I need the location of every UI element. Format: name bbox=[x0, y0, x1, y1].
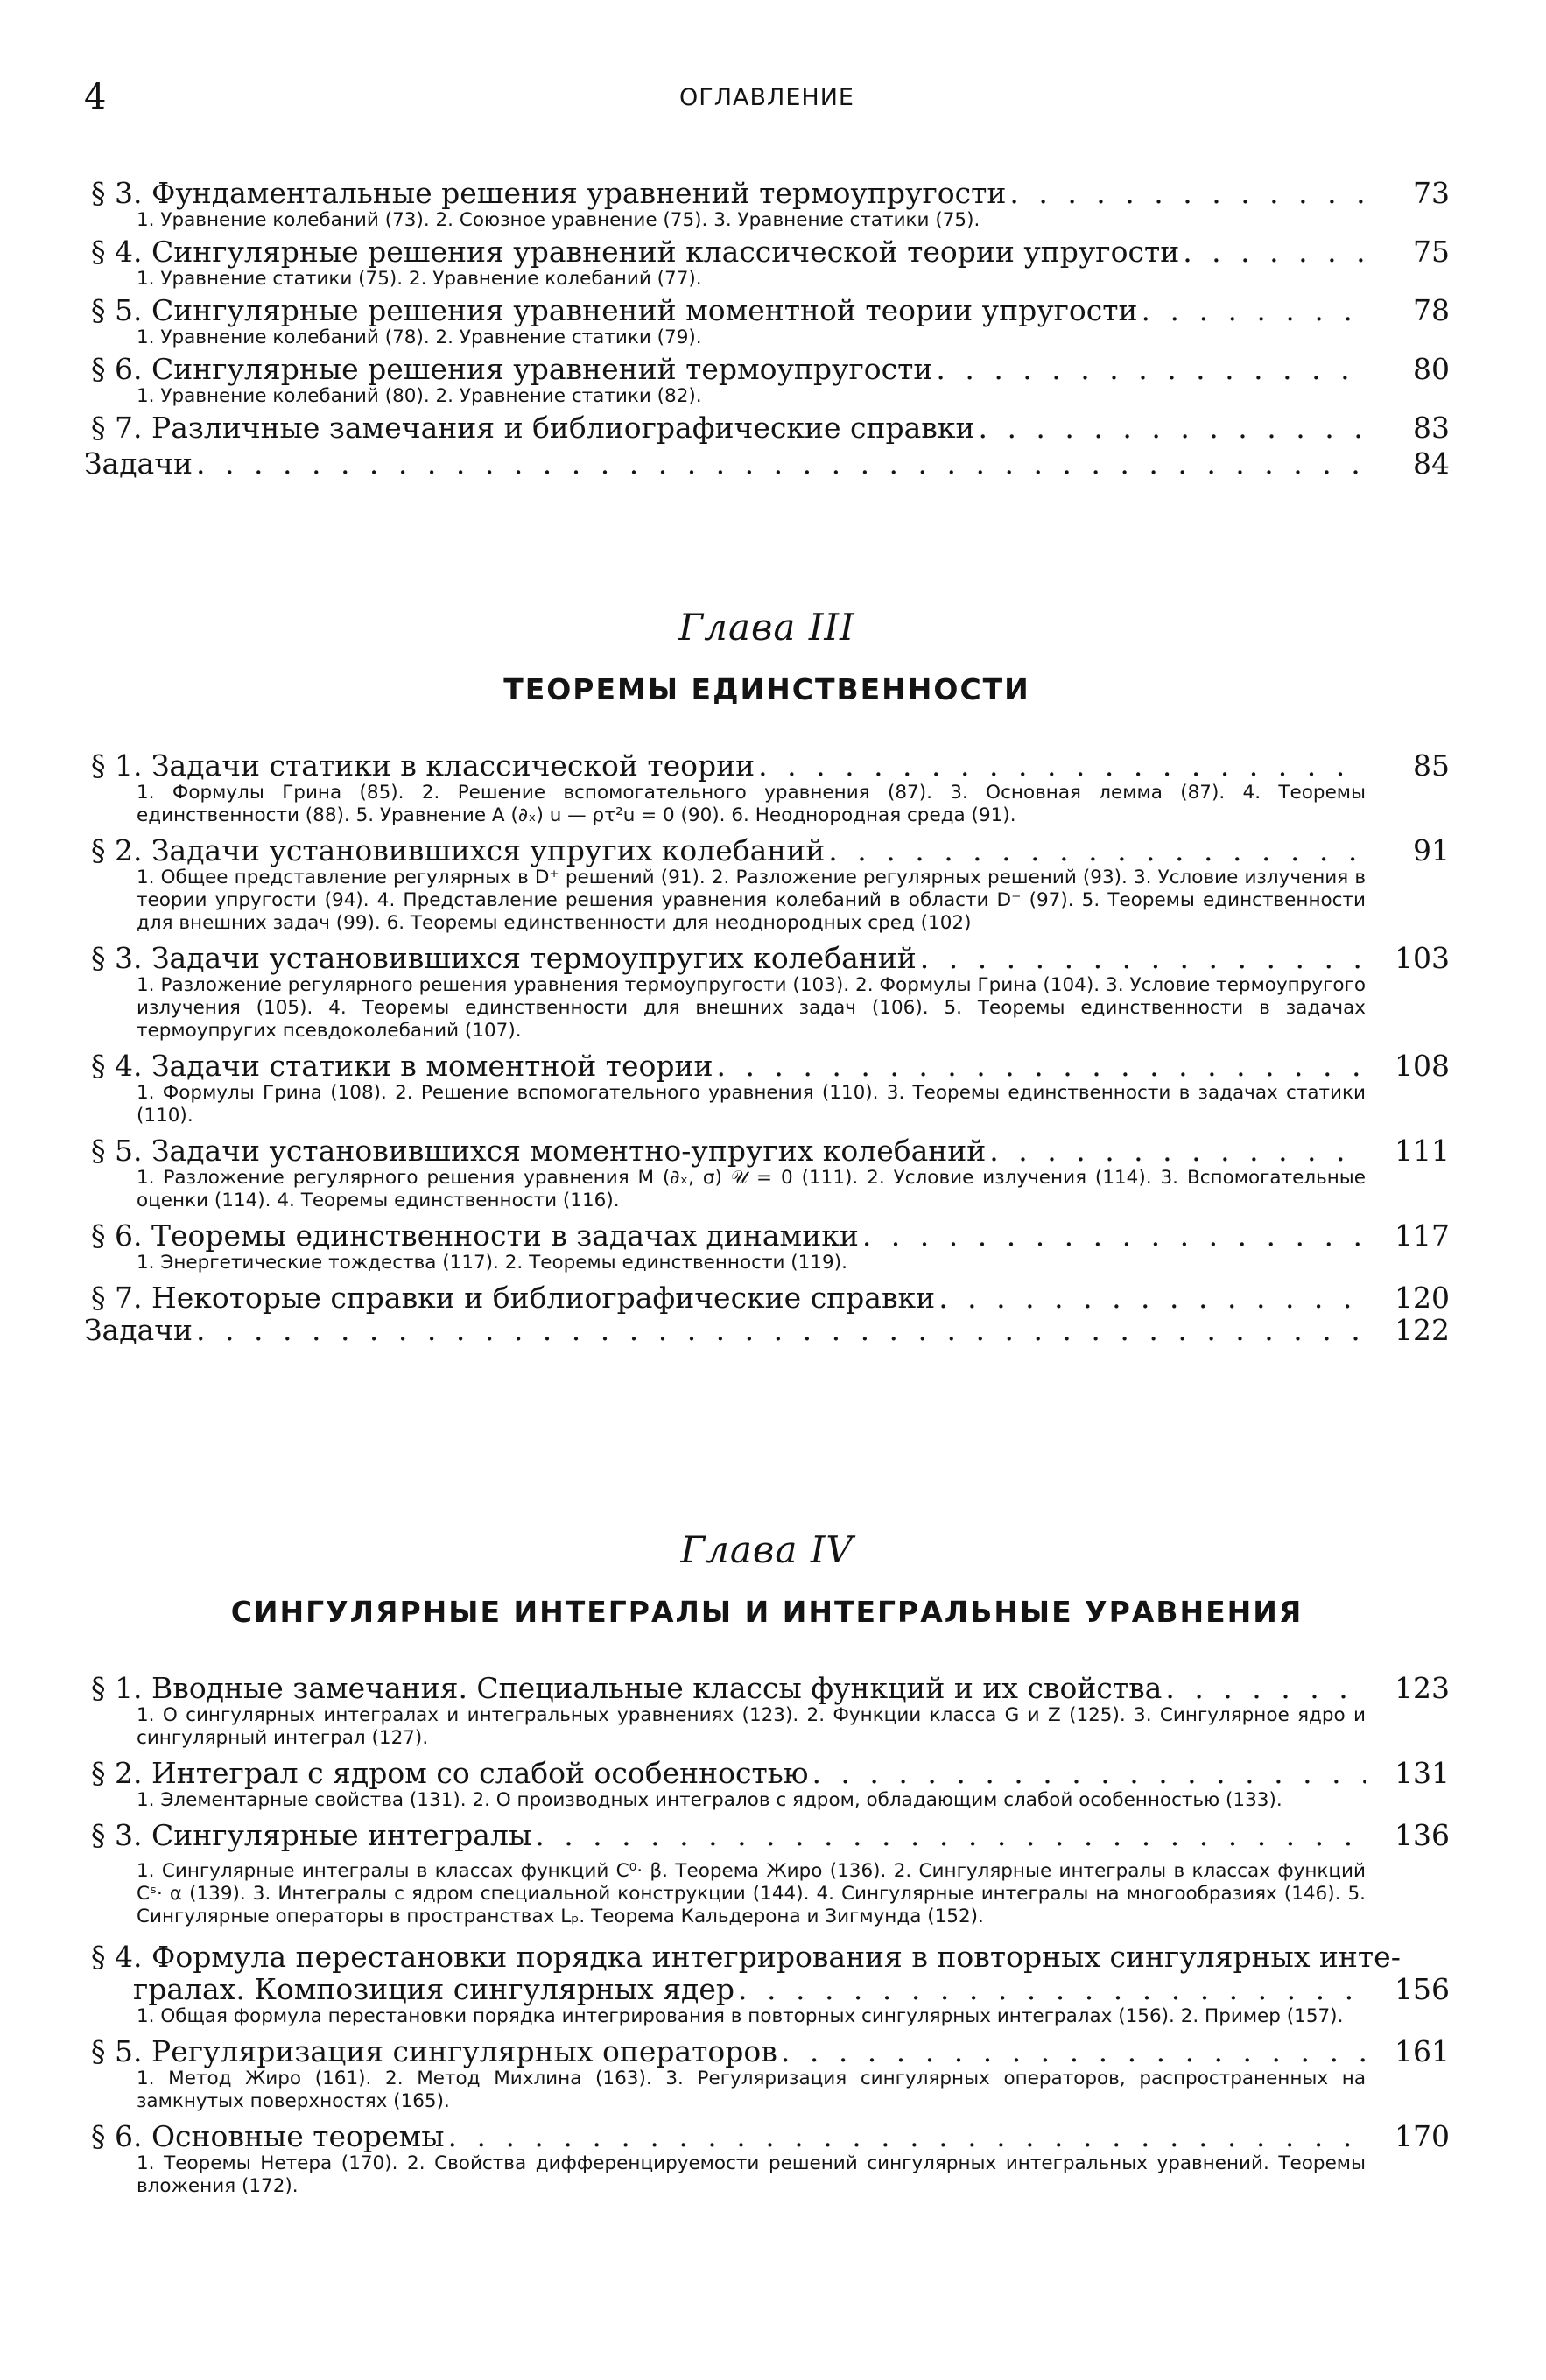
dot-leader bbox=[716, 1050, 1366, 1082]
page-ref: 131 bbox=[1395, 1756, 1450, 1790]
toc-entry bbox=[91, 1757, 1450, 1812]
section-title: Вводные замечания. Специальные классы функций и их свойства bbox=[151, 1671, 1163, 1705]
toc-entry bbox=[91, 177, 1450, 232]
subsection-list: 1. Общее представление регулярных в D⁺ решений (91). 2. Разложение регулярных решений (93). 3. Условие излучения в теории упругости (94). 4. Представление решения уравнения колебаний в области D⁻ (97). 5. Теоремы единственности для внешних задач (99). 6. Теоремы единственности для неоднородных сред (102) bbox=[137, 867, 1366, 934]
toc-entry bbox=[91, 1281, 1450, 1314]
section-title: Сингулярные решения уравнений моментной теории упругости bbox=[151, 293, 1138, 327]
toc-block-chapter-4 bbox=[91, 1665, 1450, 2198]
section-title: Теоремы единственности в задачах динамики bbox=[151, 1218, 859, 1253]
toc-entry bbox=[91, 2035, 1450, 2113]
section-title: Интеграл с ядром со слабой особенностью bbox=[151, 1756, 809, 1790]
dot-leader bbox=[936, 353, 1366, 385]
page-ref: 108 bbox=[1395, 1049, 1450, 1083]
dot-leader bbox=[989, 1134, 1366, 1167]
toc-entry bbox=[91, 749, 1450, 827]
section-title: Задачи установившихся упругих колебаний bbox=[151, 833, 826, 867]
section-title: Различные замечания и библиографические справки bbox=[151, 411, 975, 445]
subsection-list: 1. Общая формула перестановки порядка интегрирования в повторных сингулярных интегралах (156). 2. Пример (157). bbox=[137, 2005, 1344, 2027]
toc-entry bbox=[91, 1050, 1450, 1127]
section-title: Задачи установившихся термоупругих колебаний bbox=[151, 941, 917, 975]
subsection-list: 1. Уравнение статики (75). 2. Уравнение колебаний (77). bbox=[137, 268, 702, 290]
toc-entry bbox=[91, 2120, 1450, 2198]
subsection-list: 1. Элементарные свойства (131). 2. О производных интегралов с ядром, обладающим слабой особенностью (133). bbox=[137, 1789, 1282, 1811]
page-header bbox=[84, 75, 1450, 119]
chapter-title: ТЕОРЕМЫ ЕДИНСТВЕННОСТИ bbox=[503, 672, 1030, 706]
page-ref: 120 bbox=[1395, 1281, 1450, 1315]
section-title: Задачи установившихся моментно-упругих колебаний bbox=[151, 1134, 987, 1168]
page-ref: 161 bbox=[1395, 2034, 1450, 2068]
subsection-list: 1. Энергетические тождества (117). 2. Теоремы единственности (119). bbox=[137, 1252, 847, 1274]
page-ref: 103 bbox=[1395, 941, 1450, 975]
subsection-list: 1. Формулы Грина (85). 2. Решение вспомогательного уравнения (87). 3. Основная лемма (87). 4. Теоремы единственности (88). 5. Уравнение A (∂ₓ) u — ρτ²u = 0 (90). 6. Неоднородная среда (91). bbox=[137, 782, 1366, 826]
section-number: § 7. bbox=[91, 411, 143, 445]
section-title: Формула перестановки порядка интегрирования в повторных сингулярных инте- bbox=[151, 1940, 1401, 1974]
subsection-list: 1. Уравнение колебаний (80). 2. Уравнение статики (82). bbox=[137, 385, 702, 407]
page-ref: 75 bbox=[1413, 235, 1450, 269]
section-number: § 3. bbox=[91, 941, 143, 975]
subsection-list: 1. О сингулярных интегралах и интегральных уравнениях (123). 2. Функции класса G и Z (125). 3. Сингулярное ядро и сингулярный интеграл (127). bbox=[137, 1704, 1366, 1749]
toc-entry bbox=[91, 834, 1450, 935]
dot-leader bbox=[196, 447, 1366, 480]
section-number: § 4. bbox=[91, 1940, 143, 1974]
toc-entry bbox=[91, 942, 1450, 1043]
subsection-list: 1. Уравнение колебаний (78). 2. Уравнение статики (79). bbox=[137, 326, 702, 348]
section-title: Некоторые справки и библиографические справки bbox=[151, 1281, 936, 1315]
subsection-list: 1. Теоремы Нетера (170). 2. Свойства дифференцируемости решений сингулярных интегральных уравнений. Теоремы вложения (172). bbox=[137, 2152, 1366, 2197]
toc-entry bbox=[91, 411, 1450, 444]
dot-leader bbox=[738, 1973, 1366, 2005]
page-number: 4 bbox=[84, 77, 107, 117]
section-number: § 3. bbox=[91, 176, 143, 210]
toc-entry bbox=[91, 1219, 1450, 1274]
dot-leader bbox=[1165, 1672, 1366, 1704]
section-title: Задачи bbox=[84, 1313, 193, 1347]
chapter-label: Глава III bbox=[678, 606, 855, 649]
toc-entry-tasks bbox=[84, 1314, 1450, 1346]
page-ref: 73 bbox=[1413, 176, 1450, 210]
dot-leader bbox=[812, 1757, 1366, 1789]
section-title: Сингулярные решения уравнений классической теории упругости bbox=[151, 235, 1180, 269]
subsection-list: 1. Разложение регулярного решения уравнения термоупругости (103). 2. Формулы Грина (104). 3. Условие термоупругого излучения (105). 4. Теоремы единственности для внешних задач (106). 5. Теоремы единственности в задачах термоупругих псевдоколебаний (107). bbox=[137, 974, 1366, 1042]
page-ref: 80 bbox=[1413, 352, 1450, 386]
page-ref: 78 bbox=[1413, 293, 1450, 327]
subsection-list: 1. Формулы Грина (108). 2. Решение вспомогательного уравнения (110). 3. Теоремы единственности в задачах статики (110). bbox=[137, 1082, 1366, 1127]
dot-leader bbox=[1183, 235, 1366, 268]
section-number: § 1. bbox=[91, 1671, 143, 1705]
dot-leader bbox=[1142, 294, 1367, 326]
page-ref: 117 bbox=[1395, 1218, 1450, 1253]
section-number: § 2. bbox=[91, 833, 143, 867]
section-number: § 2. bbox=[91, 1756, 143, 1790]
toc-entry bbox=[91, 235, 1450, 291]
section-number: § 6. bbox=[91, 2119, 143, 2153]
page-ref: 122 bbox=[1395, 1313, 1450, 1347]
page-ref: 123 bbox=[1395, 1671, 1450, 1705]
section-title: Фундаментальные решения уравнений термоупругости bbox=[151, 176, 1007, 210]
section-number: § 3. bbox=[91, 1818, 143, 1852]
subsection-list: 1. Разложение регулярного решения уравнения M (∂ₓ, σ) 𝒰 = 0 (111). 2. Условие излучения (114). 3. Вспомогательные оценки (114). 4. Теоремы единственности (116). bbox=[137, 1167, 1366, 1211]
section-number: § 6. bbox=[91, 1218, 143, 1253]
toc-entry bbox=[91, 294, 1450, 349]
subsection-list: 1. Уравнение колебаний (73). 2. Союзное уравнение (75). 3. Уравнение статики (75). bbox=[137, 209, 980, 231]
page-ref: 170 bbox=[1395, 2119, 1450, 2153]
section-number: § 6. bbox=[91, 352, 143, 386]
toc-entry bbox=[91, 1941, 1450, 2028]
dot-leader bbox=[1009, 177, 1366, 209]
page-ref: 111 bbox=[1395, 1134, 1450, 1168]
toc-entry bbox=[91, 1134, 1450, 1212]
toc-block-previous-chapter bbox=[84, 173, 1450, 481]
section-number: § 7. bbox=[91, 1281, 143, 1315]
dot-leader bbox=[447, 2120, 1366, 2152]
section-number: § 5. bbox=[91, 2034, 143, 2068]
section-title: Задачи bbox=[84, 446, 193, 481]
dot-leader bbox=[196, 1314, 1366, 1346]
dot-leader bbox=[978, 411, 1366, 444]
page-ref: 84 bbox=[1413, 446, 1450, 481]
section-number: § 5. bbox=[91, 1134, 143, 1168]
toc-entry bbox=[91, 353, 1450, 408]
dot-leader bbox=[535, 1819, 1366, 1851]
section-title: Регуляризация сингулярных операторов bbox=[151, 2034, 777, 2068]
section-title: Сингулярные решения уравнений термоупругости bbox=[151, 352, 933, 386]
section-title-continuation: гралах. Композиция сингулярных ядер bbox=[133, 1972, 735, 2006]
section-number: § 5. bbox=[91, 293, 143, 327]
section-title: Задачи статики в классической теории bbox=[151, 748, 755, 783]
running-title: ОГЛАВЛЕНИЕ bbox=[679, 84, 854, 111]
toc-entry bbox=[91, 1672, 1450, 1750]
dot-leader bbox=[920, 942, 1366, 974]
section-title: Задачи статики в моментной теории bbox=[151, 1049, 713, 1083]
section-number: § 4. bbox=[91, 235, 143, 269]
dot-leader bbox=[781, 2035, 1366, 2068]
section-number: § 1. bbox=[91, 748, 143, 783]
page-ref: 91 bbox=[1413, 833, 1450, 867]
page-ref: 83 bbox=[1413, 411, 1450, 445]
dot-leader bbox=[938, 1281, 1366, 1314]
dot-leader bbox=[828, 834, 1366, 867]
section-title: Основные теоремы bbox=[151, 2119, 445, 2153]
section-title: Сингулярные интегралы bbox=[151, 1818, 532, 1852]
toc-block-chapter-3 bbox=[84, 742, 1450, 1347]
dot-leader bbox=[758, 749, 1366, 782]
chapter-title: СИНГУЛЯРНЫЕ ИНТЕГРАЛЫ И ИНТЕГРАЛЬНЫЕ УРАВНЕНИЯ bbox=[230, 1595, 1304, 1629]
subsection-list: 1. Метод Жиро (161). 2. Метод Михлина (163). 3. Регуляризация сингулярных операторов, распространенных на замкнутых поверхностях (165). bbox=[137, 2068, 1366, 2112]
page-ref: 156 bbox=[1395, 1972, 1450, 2006]
section-number: § 4. bbox=[91, 1049, 143, 1083]
page-ref: 85 bbox=[1413, 748, 1450, 783]
toc-entry bbox=[91, 1819, 1450, 1928]
subsection-list: 1. Сингулярные интегралы в классах функций C⁰· β. Теорема Жиро (136). 2. Сингулярные интегралы в классах функций Cˢ· α (139). 3. Интегралы с ядром специальной конструкции (144). 4. Сингулярные интегралы на многообразиях (146). 5. Сингулярные операторы в пространствах Lₚ. Теорема Кальдерона и Зигмунда (152). bbox=[137, 1860, 1366, 1927]
chapter-label: Глава IV bbox=[680, 1528, 854, 1571]
toc-entry-tasks bbox=[84, 447, 1450, 480]
page-ref: 136 bbox=[1395, 1818, 1450, 1852]
dot-leader bbox=[862, 1219, 1366, 1252]
